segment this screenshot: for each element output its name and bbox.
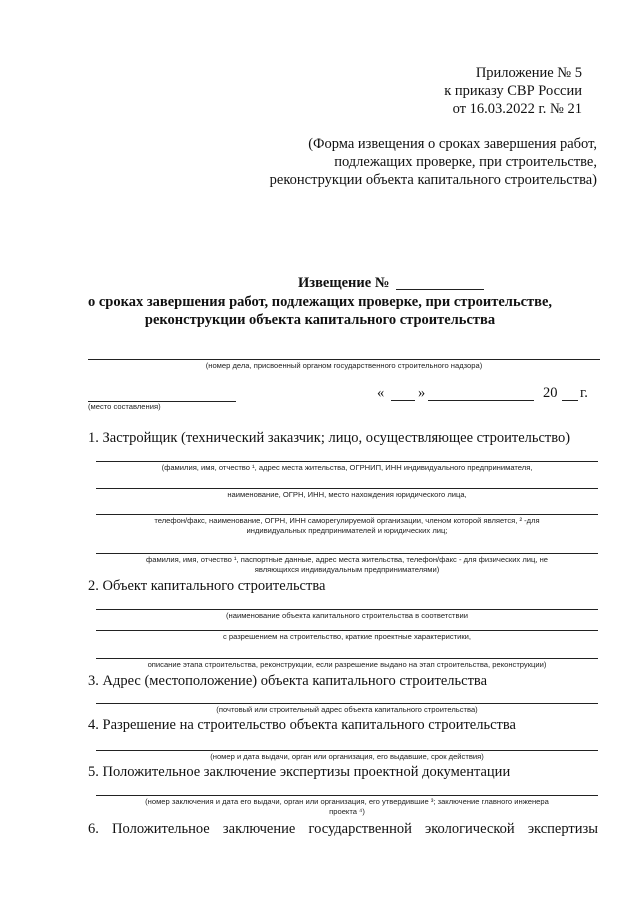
date-open-quote: « [377,385,385,401]
title-line2: о сроках завершения работ, подлежащих проверке, при строительстве, [87,294,553,310]
section1-note4a: фамилия, имя, отчество ¹, паспортные данные, адрес места жительства, телефон/факс - для физических лиц, не [145,555,548,564]
section1-note3b: индивидуальных предпринимателей и юридических лиц; [246,526,448,535]
section2-line1 [96,609,598,610]
section1-line4 [96,553,598,554]
case-number-line [88,359,600,360]
appendix-order: к приказу СВР России [444,83,582,99]
section2-line2 [96,630,598,631]
section1-line1 [96,461,598,462]
case-number-note: (номер дела, присвоенный органом государственного строительного надзора) [205,361,483,370]
section2-line3 [96,658,598,659]
title-number-line [396,289,484,290]
section3-heading: 3. Адрес (местоположение) объекта капитального строительства [88,673,488,689]
section1-note1: (фамилия, имя, отчество ¹, адрес места жительства, ОГРНИП, ИНН индивидуального предпринимателя, [161,463,533,472]
section4-heading: 4. Разрешение на строительство объекта капитального строительства [88,717,516,733]
date-close-quote: » [418,385,426,401]
date-day-line [391,400,415,401]
form-note-line2: подлежащих проверке, при строительстве, [334,154,597,170]
section1-note4b: являющихся индивидуальным предпринимателями) [254,565,440,574]
date-month-line [428,400,534,401]
section3-line1 [96,703,598,704]
section1-note3a: телефон/факс, наименование, ОГРН, ИНН саморегулируемой организации, членом которой является, ² -для [154,516,540,525]
section1-line2 [96,488,598,489]
form-note-line3: реконструкции объекта капитального строительства) [269,172,597,188]
date-year-line [562,400,578,401]
section1-heading: 1. Застройщик (технический заказчик; лицо, осуществляющее строительство) [88,430,571,446]
section4-line1 [96,750,598,751]
place-note: (место составления) [88,402,161,411]
section5-heading: 5. Положительное заключение экспертизы проектной документации [88,764,511,780]
appendix-number: Приложение № 5 [475,65,582,81]
section3-note1: (почтовый или строительный адрес объекта капитального строительства) [216,705,478,714]
section2-heading: 2. Объект капитального строительства [88,578,326,594]
date-year-suffix: г. [580,385,588,401]
section2-note1: (наименование объекта капитального строительства в соответствии [226,611,468,620]
title-line3: реконструкции объекта капитального строительства [144,312,496,328]
appendix-date: от 16.03.2022 г. № 21 [452,101,582,117]
section5-note2: проекта ⁴) [329,807,365,816]
section5-note1: (номер заключения и дата его выдачи, орган или организация, его утвердившие ³; заключение главного инженера [145,797,549,806]
section5-line1 [96,795,598,796]
section4-note1: (номер и дата выдачи, орган или организация, его выдавшие, срок действия) [210,752,484,761]
form-note [270,135,597,189]
title-notice: Извещение № [298,275,390,291]
date-year-prefix: 20 [543,385,558,401]
section2-note2: с разрешением на строительство, краткие проектные характеристики, [222,632,472,641]
section1-note2: наименование, ОГРН, ИНН, место нахождения юридического лица, [227,490,467,499]
section2-note3: описание этапа строительства, реконструкции, если разрешение выдано на этап строительства, реконструкции) [147,660,547,669]
section1-line3 [96,514,598,515]
appendix-block [444,64,582,118]
section6-heading: 6. Положительное заключение государственной экологической экспертизы [88,821,598,837]
form-note-line1: (Форма извещения о сроках завершения работ, [308,136,597,152]
